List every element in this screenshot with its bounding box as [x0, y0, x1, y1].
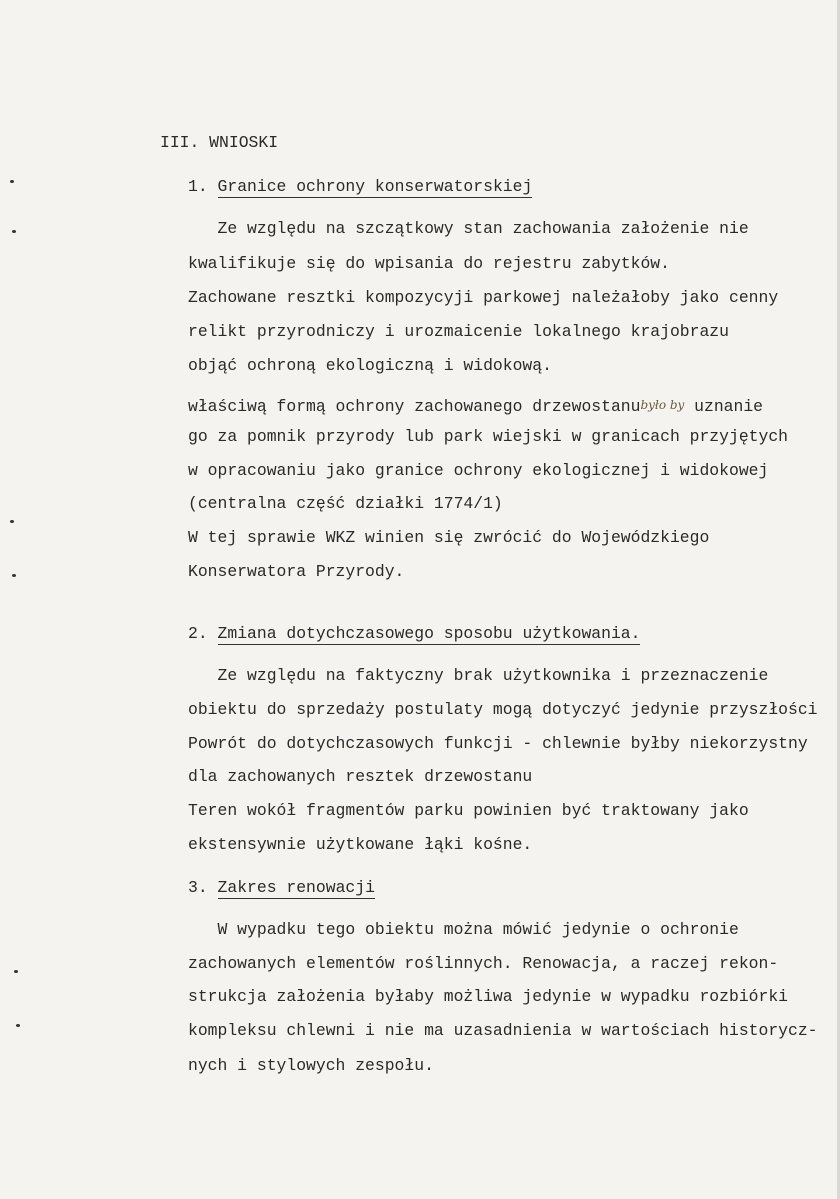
text-line: Ze względu na faktyczny brak użytkownika i przeznaczenie — [188, 666, 769, 685]
text-line: strukcja założenia byłaby możliwa jedynie w wypadku rozbiórki — [188, 987, 788, 1006]
text-line-with-insert — [188, 397, 763, 417]
text-line: w opracowaniu jako granice ochrony ekologicznej i widokowej — [188, 461, 769, 480]
text-line: Ze względu na szczątkowy stan zachowania założenie nie — [188, 219, 749, 238]
text-line: obiektu do sprzedaży postulaty mogą dotyczyć jedynie przyszłości — [188, 700, 818, 719]
heading-text: Zakres renowacji — [217, 878, 375, 897]
text-line: kompleksu chlewni i nie ma uzasadnienia w wartościach historycz- — [188, 1021, 818, 1040]
text-line: Zachowane resztki kompozycyji parkowej należałoby jako cenny — [188, 288, 779, 307]
text-fragment: uznanie — [684, 397, 764, 416]
section-1-heading — [188, 177, 532, 197]
handwritten-insert: było by — [640, 398, 685, 412]
section-2-heading — [188, 624, 640, 644]
section-3-heading — [188, 878, 375, 898]
text-fragment: właściwą formą ochrony zachowanego drzewostanu — [188, 397, 641, 416]
section-number: 2. — [188, 624, 208, 643]
text-line: zachowanych elementów roślinnych. Renowacja, a raczej rekon- — [188, 954, 779, 973]
margin-speck — [10, 180, 14, 183]
section-number: 1. — [188, 177, 208, 196]
text-line: objąć ochroną ekologiczną i widokową. — [188, 356, 552, 375]
text-line: (centralna część działki 1774/1) — [188, 494, 503, 513]
section-title: III. WNIOSKI — [160, 133, 279, 152]
margin-speck — [16, 1024, 20, 1027]
margin-speck — [10, 520, 14, 523]
text-line: Powrót do dotychczasowych funkcji - chlewnie byłby niekorzystny — [188, 734, 808, 753]
heading-text: Granice ochrony konserwatorskiej — [217, 177, 533, 196]
text-line: Konserwatora Przyrody. — [188, 562, 405, 581]
text-line: dla zachowanych resztek drzewostanu — [188, 767, 533, 786]
heading-text: Zmiana dotychczasowego sposobu użytkowania. — [217, 624, 641, 643]
text-line: relikt przyrodniczy i urozmaicenie lokalnego krajobrazu — [188, 322, 729, 341]
text-line: kwalifikuje się do wpisania do rejestru zabytków. — [188, 254, 670, 273]
text-line: nych i stylowych zespołu. — [188, 1056, 434, 1075]
margin-speck — [14, 970, 18, 973]
text-line: W tej sprawie WKZ winien się zwrócić do Wojewódzkiego — [188, 528, 710, 547]
text-line: W wypadku tego obiektu można mówić jedynie o ochronie — [188, 920, 739, 939]
margin-speck — [12, 574, 16, 577]
section-number: 3. — [188, 878, 208, 897]
text-line: ekstensywnie użytkowane łąki kośne. — [188, 835, 533, 854]
text-line: Teren wokół fragmentów parku powinien być traktowany jako — [188, 801, 749, 820]
text-line: go za pomnik przyrody lub park wiejski w granicach przyjętych — [188, 427, 788, 446]
margin-speck — [12, 230, 16, 233]
